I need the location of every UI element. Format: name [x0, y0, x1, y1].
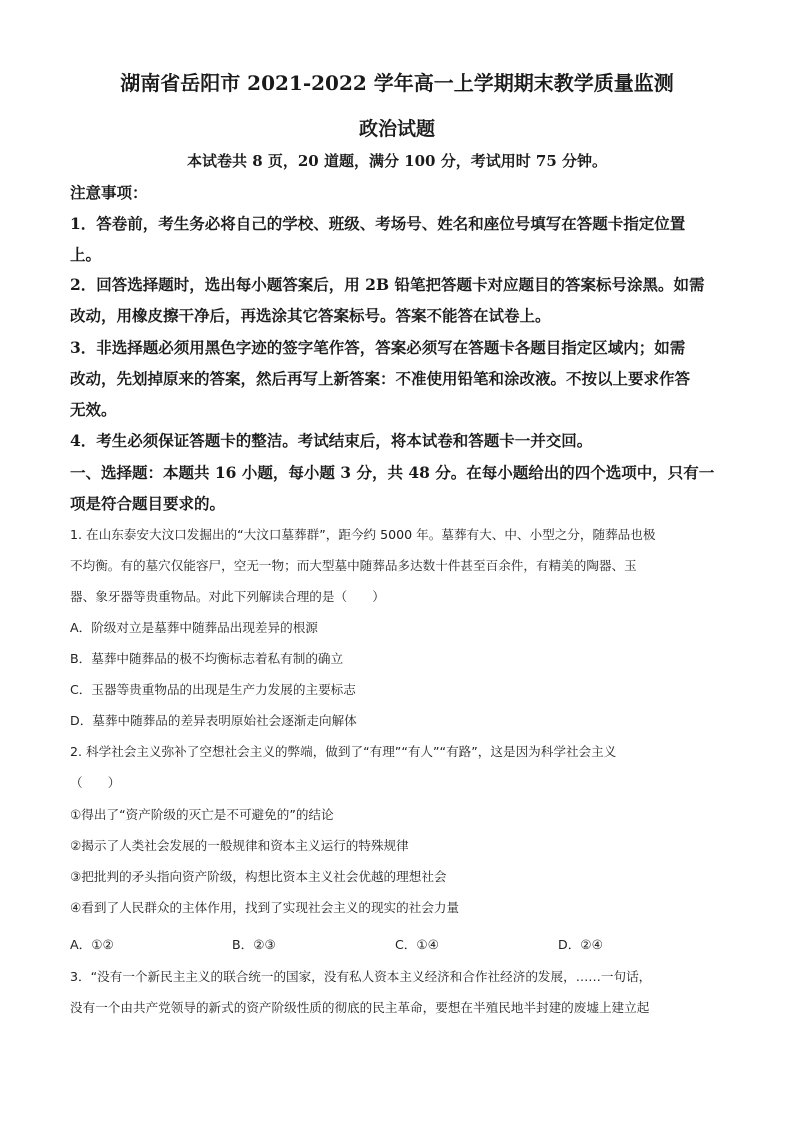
section-heading: 一、选择题：本题共 16 小题，每小题 3 分，共 48 分。在每小题给出的四个选项中，只有一: [70, 463, 715, 482]
q2-option-d: D．②④: [558, 937, 603, 952]
q1-option-a: A．阶级对立是墓葬中随葬品出现差异的根源: [70, 620, 318, 635]
q2-option-b: B．②③: [232, 937, 276, 952]
exam-title: 湖南省岳阳市 2021-2022 学年高一上学期期末教学质量监测: [120, 71, 674, 95]
q2-stem: 2. 科学社会主义弥补了空想社会主义的弊端，做到了“有理”“有人”“有路”，这是因为科学社会主义: [70, 744, 617, 759]
q2-item: ②揭示了人类社会发展的一般规律和资本主义运行的特殊规律: [70, 838, 409, 853]
exam-info: 本试卷共 8 页，20 道题，满分 100 分，考试用时 75 分钟。: [186, 152, 608, 170]
q1-option-d: D．墓葬中随葬品的差异表明原始社会逐渐走向解体: [70, 713, 357, 728]
q1-stem: 1. 在山东泰安大汶口发掘出的“大汶口墓葬群”，距今约 5000 年。墓葬有大、中、小型之分，随葬品也极: [70, 527, 656, 542]
notice-line: 1．答卷前，考生务必将自己的学校、班级、考场号、姓名和座位号填写在答题卡指定位置: [70, 214, 686, 233]
notice-line: 改动，先划掉原来的答案，然后再写上新答案：不准使用铅笔和涂改液。不按以上要求作答: [70, 369, 691, 388]
q2-stem: （ ）: [70, 775, 121, 790]
q2-item: ④看到了人民群众的主体作用，找到了实现社会主义的现实的社会力量: [70, 900, 460, 915]
q2-options: [70, 930, 730, 960]
q1-stem: 不均衡。有的墓穴仅能容尸，空无一物；而大型墓中随葬品多达数十件甚至百余件，有精美的陶器、玉: [70, 558, 637, 573]
q3-stem: 没有一个由共产党领导的新式的资产阶级性质的彻底的民主革命，要想在半殖民地半封建的废墟上建立起: [70, 1000, 650, 1015]
notice-line: 4．考生必须保证答题卡的整洁。考试结束后，将本试卷和答题卡一并交回。: [70, 431, 593, 450]
exam-subtitle: 政治试题: [358, 118, 435, 140]
q3-stem: 3．“没有一个新民主主义的联合统一的国家，没有私人资本主义经济和合作社经济的发展，……一句话，: [70, 969, 652, 984]
q2-option-c: C．①④: [395, 937, 439, 952]
q1-stem: 器、象牙器等贵重物品。对此下列解读合理的是（ ）: [70, 589, 385, 604]
q2-option-a: A．①②: [70, 937, 114, 952]
q2-item: ①得出了“资产阶级的灭亡是不可避免的”的结论: [70, 807, 334, 822]
notice-line: 改动，用橡皮擦干净后，再选涂其它答案标号。答案不能答在试卷上。: [70, 306, 551, 325]
notice-line: 2．回答选择题时，选出每小题答案后，用 2B 铅笔把答题卡对应题目的答案标号涂黑。如需: [70, 275, 705, 294]
section-heading-cont: 项是符合题目要求的。: [70, 494, 226, 513]
notice-line: 3．非选择题必须用黑色字迹的签字笔作答，答案必须写在答题卡各题目指定区域内；如需: [70, 338, 686, 357]
q2-item: ③把批判的矛头指向资产阶级，构想比资本主义社会优越的理想社会: [70, 869, 447, 884]
notice-line: 上。: [70, 245, 102, 264]
notice-line: 无效。: [70, 400, 117, 419]
q1-option-c: C．玉器等贵重物品的出现是生产力发展的主要标志: [70, 682, 356, 697]
q1-option-b: B．墓葬中随葬品的极不均衡标志着私有制的确立: [70, 651, 344, 666]
notice-heading: 注意事项：: [70, 183, 148, 202]
